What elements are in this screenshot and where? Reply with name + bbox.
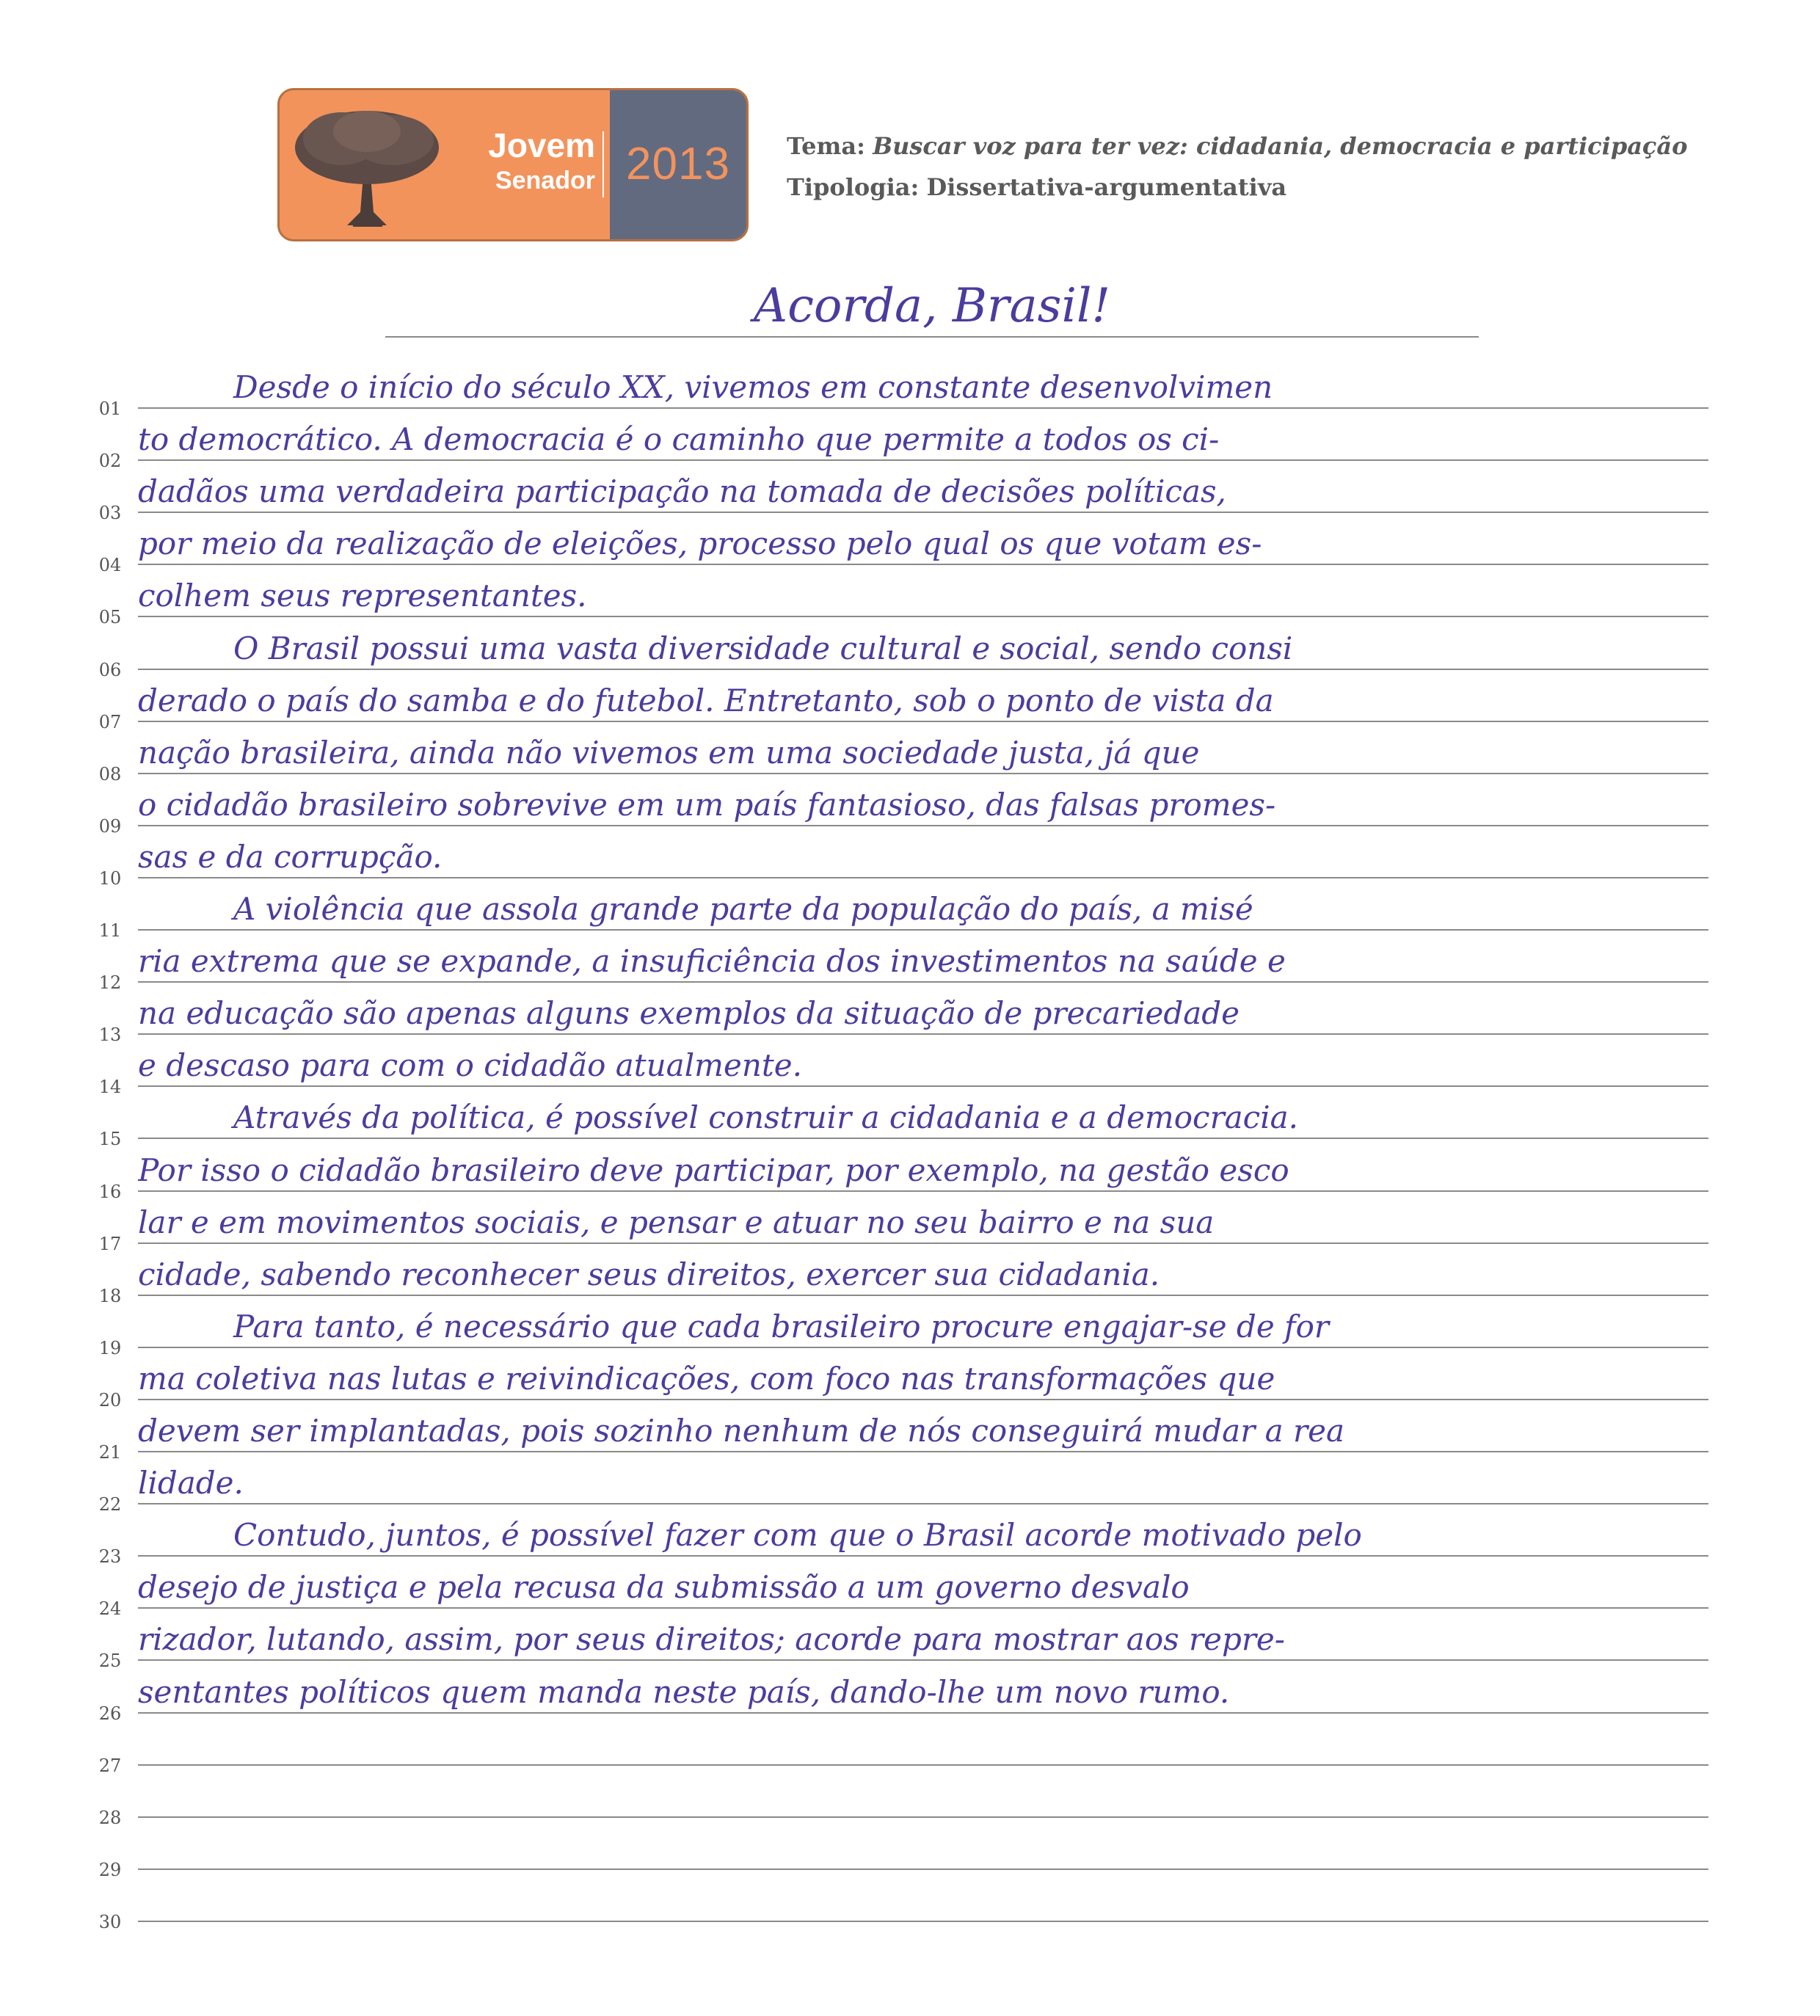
line-rule (138, 929, 1708, 931)
tema-label: Tema: (787, 132, 865, 160)
essay-line (0, 470, 1820, 522)
line-rule (138, 1555, 1708, 1557)
line-text: nação brasileira, ainda não vivemos em uma sociedade justa, já que (138, 735, 1200, 771)
line-number: 02 (98, 451, 122, 471)
essay-line (0, 1201, 1820, 1253)
line-rule (138, 981, 1708, 983)
tema-line (787, 132, 1687, 160)
line-number: 19 (98, 1338, 122, 1358)
line-number: 20 (98, 1390, 122, 1411)
line-rule (138, 1659, 1708, 1661)
line-number: 12 (98, 972, 122, 993)
tipologia-value: Dissertativa-argumentativa (926, 173, 1287, 201)
line-number: 06 (98, 660, 122, 680)
line-rule (138, 1242, 1708, 1244)
line-number: 03 (98, 503, 122, 523)
line-rule (138, 1503, 1708, 1504)
line-rule (138, 459, 1708, 461)
tree-icon (290, 102, 444, 233)
line-rule (138, 877, 1708, 878)
essay-line (0, 1357, 1820, 1409)
line-text: desejo de justiça e pela recusa da submissão a um governo desvalo (138, 1569, 1190, 1605)
line-number: 16 (98, 1182, 122, 1202)
line-text: O Brasil possui uma vasta diversidade cultural e social, sendo consi (233, 630, 1293, 666)
line-number: 05 (98, 607, 122, 627)
title-rule (385, 336, 1479, 338)
line-number: 11 (98, 920, 122, 941)
essay-line (0, 1775, 1820, 1827)
essay-line (0, 783, 1820, 835)
line-number: 07 (98, 712, 122, 732)
essay-line (0, 1565, 1820, 1617)
line-number: 25 (98, 1651, 122, 1671)
line-rule (138, 1033, 1708, 1035)
line-number: 26 (98, 1703, 122, 1724)
line-rule (138, 1712, 1708, 1714)
line-text: Por isso o cidadão brasileiro deve participar, por exemplo, na gestão esco (138, 1152, 1289, 1188)
essay-line (0, 1149, 1820, 1201)
essay-line (0, 1513, 1820, 1565)
line-rule (138, 773, 1708, 774)
essay-line (0, 627, 1820, 679)
line-number: 23 (98, 1546, 122, 1567)
line-number: 17 (98, 1234, 122, 1254)
essay-line (0, 365, 1820, 418)
line-rule (138, 721, 1708, 722)
line-rule (138, 1921, 1708, 1922)
logo-divider (603, 131, 604, 197)
line-rule (138, 1295, 1708, 1296)
essay-line (0, 1253, 1820, 1305)
essay-line (0, 1879, 1820, 1931)
essay-line (0, 887, 1820, 939)
essay-line (0, 939, 1820, 991)
line-rule (138, 512, 1708, 513)
line-text: ma coletiva nas lutas e reivindicações, com foco nas transformações que (138, 1361, 1275, 1397)
line-rule (138, 1399, 1708, 1400)
line-number: 21 (98, 1442, 122, 1463)
line-text: dadãos uma verdadeira participação na tomada de decisões políticas, (138, 473, 1226, 509)
line-number: 30 (98, 1912, 122, 1932)
line-number: 04 (98, 555, 122, 575)
line-text: o cidadão brasileiro sobrevive em um país fantasioso, das falsas promes- (138, 787, 1276, 823)
line-number: 01 (98, 399, 122, 419)
essay-line (0, 1096, 1820, 1148)
line-number: 10 (98, 868, 122, 889)
line-number: 14 (98, 1077, 122, 1097)
line-text: e descaso para com o cidadão atualmente. (138, 1047, 802, 1083)
line-text: A violência que assola grande parte da população do país, a misé (233, 891, 1253, 927)
essay-line (0, 1722, 1820, 1775)
essay-line (0, 1409, 1820, 1461)
essay-line (0, 574, 1820, 626)
line-text: na educação são apenas alguns exemplos da situação de precariedade (138, 995, 1240, 1031)
line-number: 09 (98, 816, 122, 837)
tipologia-line (787, 173, 1286, 201)
line-text: Contudo, juntos, é possível fazer com que o Brasil acorde motivado pelo (233, 1517, 1362, 1553)
essay-line (0, 522, 1820, 574)
line-number: 13 (98, 1025, 122, 1045)
tema-value: Buscar voz para ter vez: cidadania, democracia e participação (873, 132, 1688, 160)
line-text: to democrático. A democracia é o caminho que permite a todos os ci- (138, 421, 1220, 457)
essay-line (0, 731, 1820, 783)
essay-line (0, 991, 1820, 1044)
line-rule (138, 1816, 1708, 1818)
line-text: lar e em movimentos sociais, e pensar e atuar no seu bairro e na sua (138, 1204, 1215, 1240)
line-text: devem ser implantadas, pois sozinho nenhum de nós conseguirá mudar a rea (138, 1413, 1345, 1449)
line-text: cidade, sabendo reconhecer seus direitos, exercer sua cidadania. (138, 1256, 1160, 1292)
line-number: 08 (98, 764, 122, 785)
line-rule (138, 1085, 1708, 1087)
line-rule (138, 407, 1708, 409)
line-rule (138, 1868, 1708, 1870)
line-number: 29 (98, 1860, 122, 1880)
line-text: Através da política, é possível construir a cidadania e a democracia. (233, 1099, 1299, 1135)
line-text: colhem seus representantes. (138, 578, 587, 614)
line-text: rizador, lutando, assim, por seus direitos; acorde para mostrar aos repre- (138, 1621, 1285, 1657)
line-rule (138, 669, 1708, 670)
essay-line (0, 1461, 1820, 1513)
line-text: sentantes políticos quem manda neste país, dando-lhe um novo rumo. (138, 1674, 1230, 1710)
essay-line (0, 1617, 1820, 1670)
logo-word-jovem: Jovem (488, 126, 595, 164)
line-text: sas e da corrupção. (138, 839, 443, 875)
logo-word-senador: Senador (495, 167, 595, 194)
line-rule (138, 1764, 1708, 1766)
essay-line (0, 418, 1820, 470)
line-rule (138, 825, 1708, 826)
line-rule (138, 1607, 1708, 1609)
essay-line (0, 679, 1820, 731)
line-rule (138, 616, 1708, 617)
line-rule (138, 1451, 1708, 1452)
essay-line (0, 1670, 1820, 1722)
line-number: 28 (98, 1808, 122, 1828)
line-rule (138, 1347, 1708, 1348)
essay-line (0, 1044, 1820, 1096)
line-text: lidade. (138, 1465, 244, 1501)
line-number: 18 (98, 1286, 122, 1306)
essay-line (0, 1305, 1820, 1357)
line-rule (138, 1138, 1708, 1139)
line-rule (138, 564, 1708, 565)
logo-year: 2013 (626, 139, 730, 189)
essay-line (0, 835, 1820, 887)
line-number: 22 (98, 1494, 122, 1515)
essay-line (0, 1827, 1820, 1879)
line-rule (138, 1190, 1708, 1192)
tipologia-label: Tipologia: (787, 173, 920, 201)
line-text: Desde o início do século XX, vivemos em constante desenvolvimen (233, 369, 1273, 405)
line-text: derado o país do samba e do futebol. Entretanto, sob o ponto de vista da (138, 683, 1274, 718)
line-text: por meio da realização de eleições, processo pelo qual os que votam es- (138, 525, 1262, 561)
essay-title: Acorda, Brasil! (753, 279, 1111, 333)
jovem-senador-logo (277, 88, 749, 241)
line-number: 15 (98, 1129, 122, 1149)
line-text: ria extrema que se expande, a insuficiência dos investimentos na saúde e (138, 943, 1286, 979)
line-text: Para tanto, é necessário que cada brasileiro procure engajar-se de for (233, 1309, 1329, 1344)
line-number: 24 (98, 1598, 122, 1619)
line-number: 27 (98, 1755, 122, 1776)
